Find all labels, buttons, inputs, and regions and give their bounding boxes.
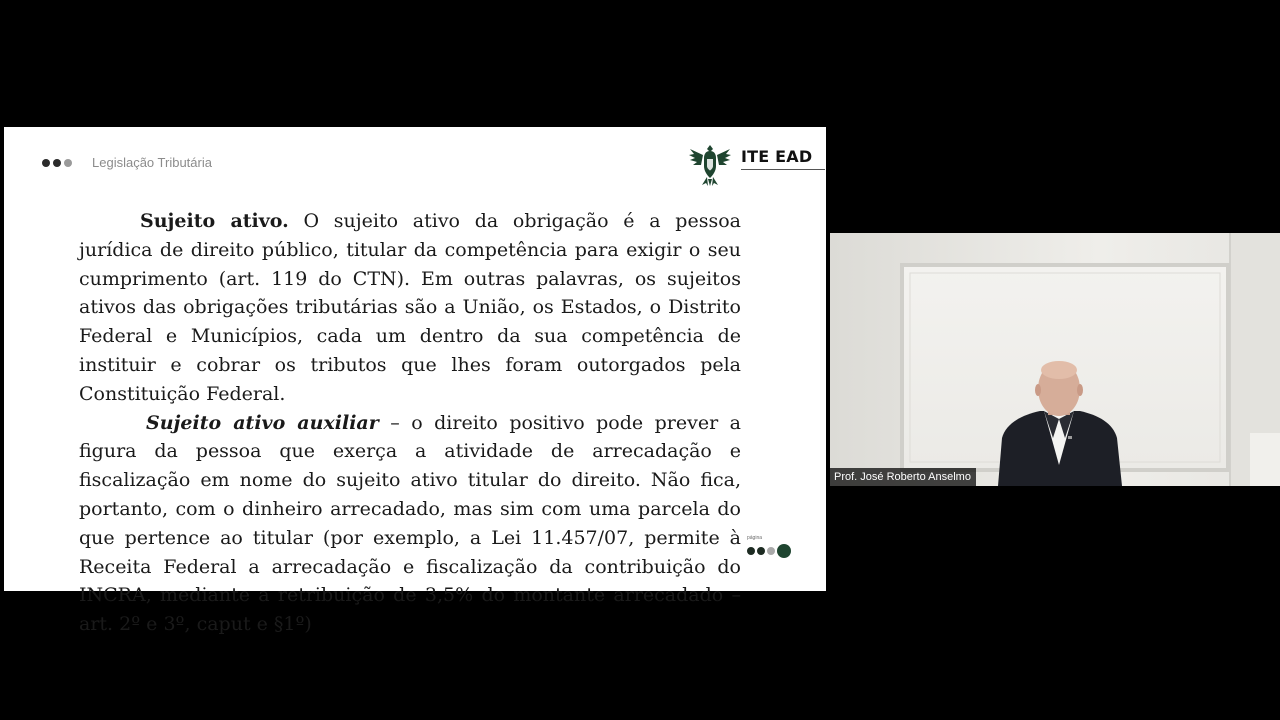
header-dots-icon <box>42 159 72 167</box>
shared-slide <box>4 127 826 636</box>
brand-name: ITE EAD <box>741 147 813 166</box>
participant-name-tag: Prof. José Roberto Anselmo <box>830 468 976 486</box>
slide-header-title: Legislação Tributária <box>92 155 212 170</box>
slide-body-text <box>79 207 741 639</box>
presenter-video-tile[interactable] <box>830 233 1280 486</box>
paragraph1-lead: Sujeito ativo. <box>140 210 289 232</box>
presenter-video-frame <box>830 233 1280 486</box>
paragraph1-text: O sujeito ativo da obrigação é a pessoa jurídica de direito público, titular da competência para exigir o seu cumprimento (art. 119 do CTN). Em outras palavras, os sujeitos ativos das obrigações tributárias são a União, os Estados, o Distrito Federal e Municípios, cada um dentro da sua competência de instituir e cobrar os tributos que lhes foram outorgados pela Constituição Federal. <box>79 210 741 405</box>
brand-underline <box>741 169 825 170</box>
paragraph-sujeito-ativo <box>79 207 741 409</box>
eagle-logo-icon <box>688 141 732 187</box>
paragraph2-lead: Sujeito ativo auxiliar <box>146 411 379 434</box>
page-indicator-label: página <box>747 535 763 541</box>
page-dots-icon <box>747 544 791 558</box>
paragraph2-text: – o direito positivo pode prever a figura da pessoa que exerça a atividade de arrecadação e fiscalização em nome do sujeito ativo titular do direito. Não fica, portanto, com o dinheiro arrecadado, mas sim com uma parcela do que pertence ao titular (por exemplo, a Lei 11.457/07, permite à Receita Federal a arrecadação e fiscalização da contribuição do INCRA, mediante a retribuição de 3,5% do montante arrecadado – art. 2º e 3º, caput e §1º) <box>79 411 741 636</box>
paragraph-sujeito-ativo-auxiliar <box>79 409 741 639</box>
page-indicator <box>747 535 803 559</box>
